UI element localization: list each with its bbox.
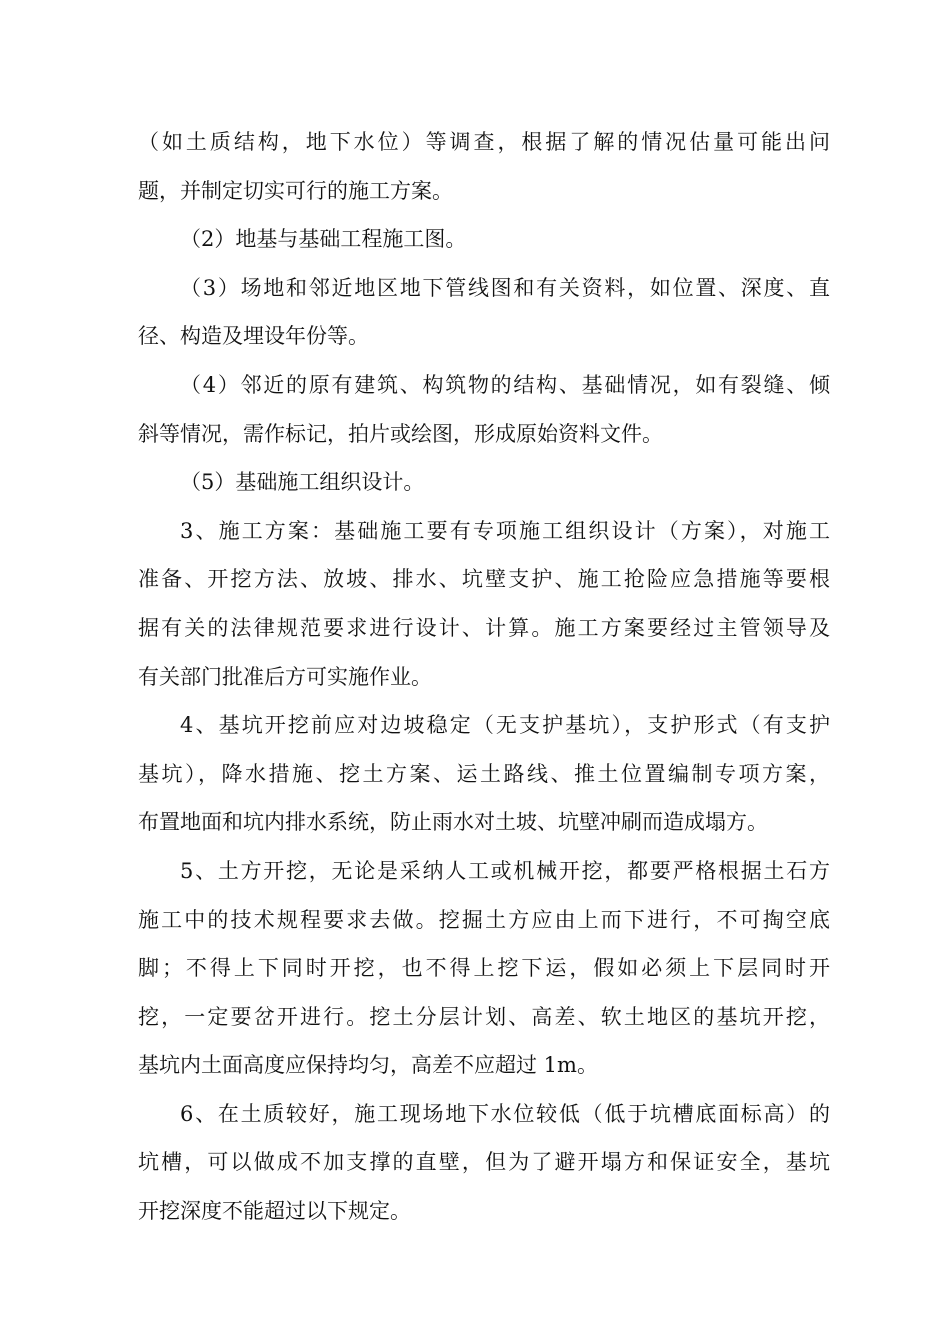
text-line: （如土质结构，地下水位）等调查，根据了解的情况估量可能出问: [138, 130, 830, 154]
paragraph-section-3: [138, 507, 830, 701]
document-body: [138, 118, 830, 1236]
text-line: （5）基础施工组织设计。: [180, 470, 425, 495]
text-line: 挖，一定要岔开进行。挖土分层计划、高差、软土地区的基坑开挖，: [138, 1004, 830, 1029]
text-line: 基坑内土面高度应保持均匀，高差不应超过 1m。: [138, 1053, 598, 1078]
text-line: 6、在土质较好，施工现场地下水位较低（低于坑槽底面标高）的: [180, 1101, 830, 1126]
text-line: 施工中的技术规程要求去做。挖掘土方应由上而下进行，不可掏空底: [138, 907, 830, 932]
paragraph-item-5: [138, 458, 830, 507]
paragraph-item-4: [138, 361, 830, 458]
text-line: 5、土方开挖，无论是采纳人工或机械开挖，都要严格根据土石方: [180, 858, 830, 883]
text-line: 题，并制定切实可行的施工方案。: [138, 178, 453, 203]
text-line: 布置地面和坑内排水系统，防止雨水对土坡、坑壁冲刷而造成塌方。: [138, 810, 768, 835]
paragraph-item-2: [138, 215, 830, 264]
paragraph-section-5: [138, 847, 830, 1090]
text-line: 据有关的法律规范要求进行设计、计算。施工方案要经过主管领导及: [138, 615, 830, 640]
text-line: 斜等情况，需作标记，拍片或绘图，形成原始资料文件。: [138, 421, 663, 446]
paragraph-investigation: [138, 118, 830, 215]
text-line: 有关部门批准后方可实施作业。: [138, 664, 432, 689]
text-line: 脚；不得上下同时开挖，也不得上挖下运，假如必须上下层同时开: [138, 956, 830, 981]
paragraph-section-4: [138, 701, 830, 847]
paragraph-section-6: [138, 1090, 830, 1236]
paragraph-item-3: [138, 264, 830, 361]
text-line: （2）地基与基础工程施工图。: [180, 227, 467, 252]
text-line: （3）场地和邻近地区地下管线图和有关资料，如位置、深度、直: [180, 275, 830, 300]
text-line: 坑槽，可以做成不加支撑的直壁，但为了避开塌方和保证安全，基坑: [138, 1150, 830, 1175]
text-line: 3、施工方案：基础施工要有专项施工组织设计（方案），对施工: [180, 518, 830, 543]
text-line: 径、构造及埋设年份等。: [138, 324, 369, 349]
text-line: 准备、开挖方法、放坡、排水、坑壁支护、施工抢险应急措施等要根: [138, 567, 830, 592]
text-line: （4）邻近的原有建筑、构筑物的结构、基础情况，如有裂缝、倾: [180, 372, 830, 397]
text-line: 基坑），降水措施、挖土方案、运土路线、推土位置编制专项方案，: [138, 761, 830, 786]
text-line: 开挖深度不能超过以下规定。: [138, 1199, 411, 1224]
text-line: 4、基坑开挖前应对边坡稳定（无支护基坑），支护形式（有支护: [180, 713, 830, 738]
